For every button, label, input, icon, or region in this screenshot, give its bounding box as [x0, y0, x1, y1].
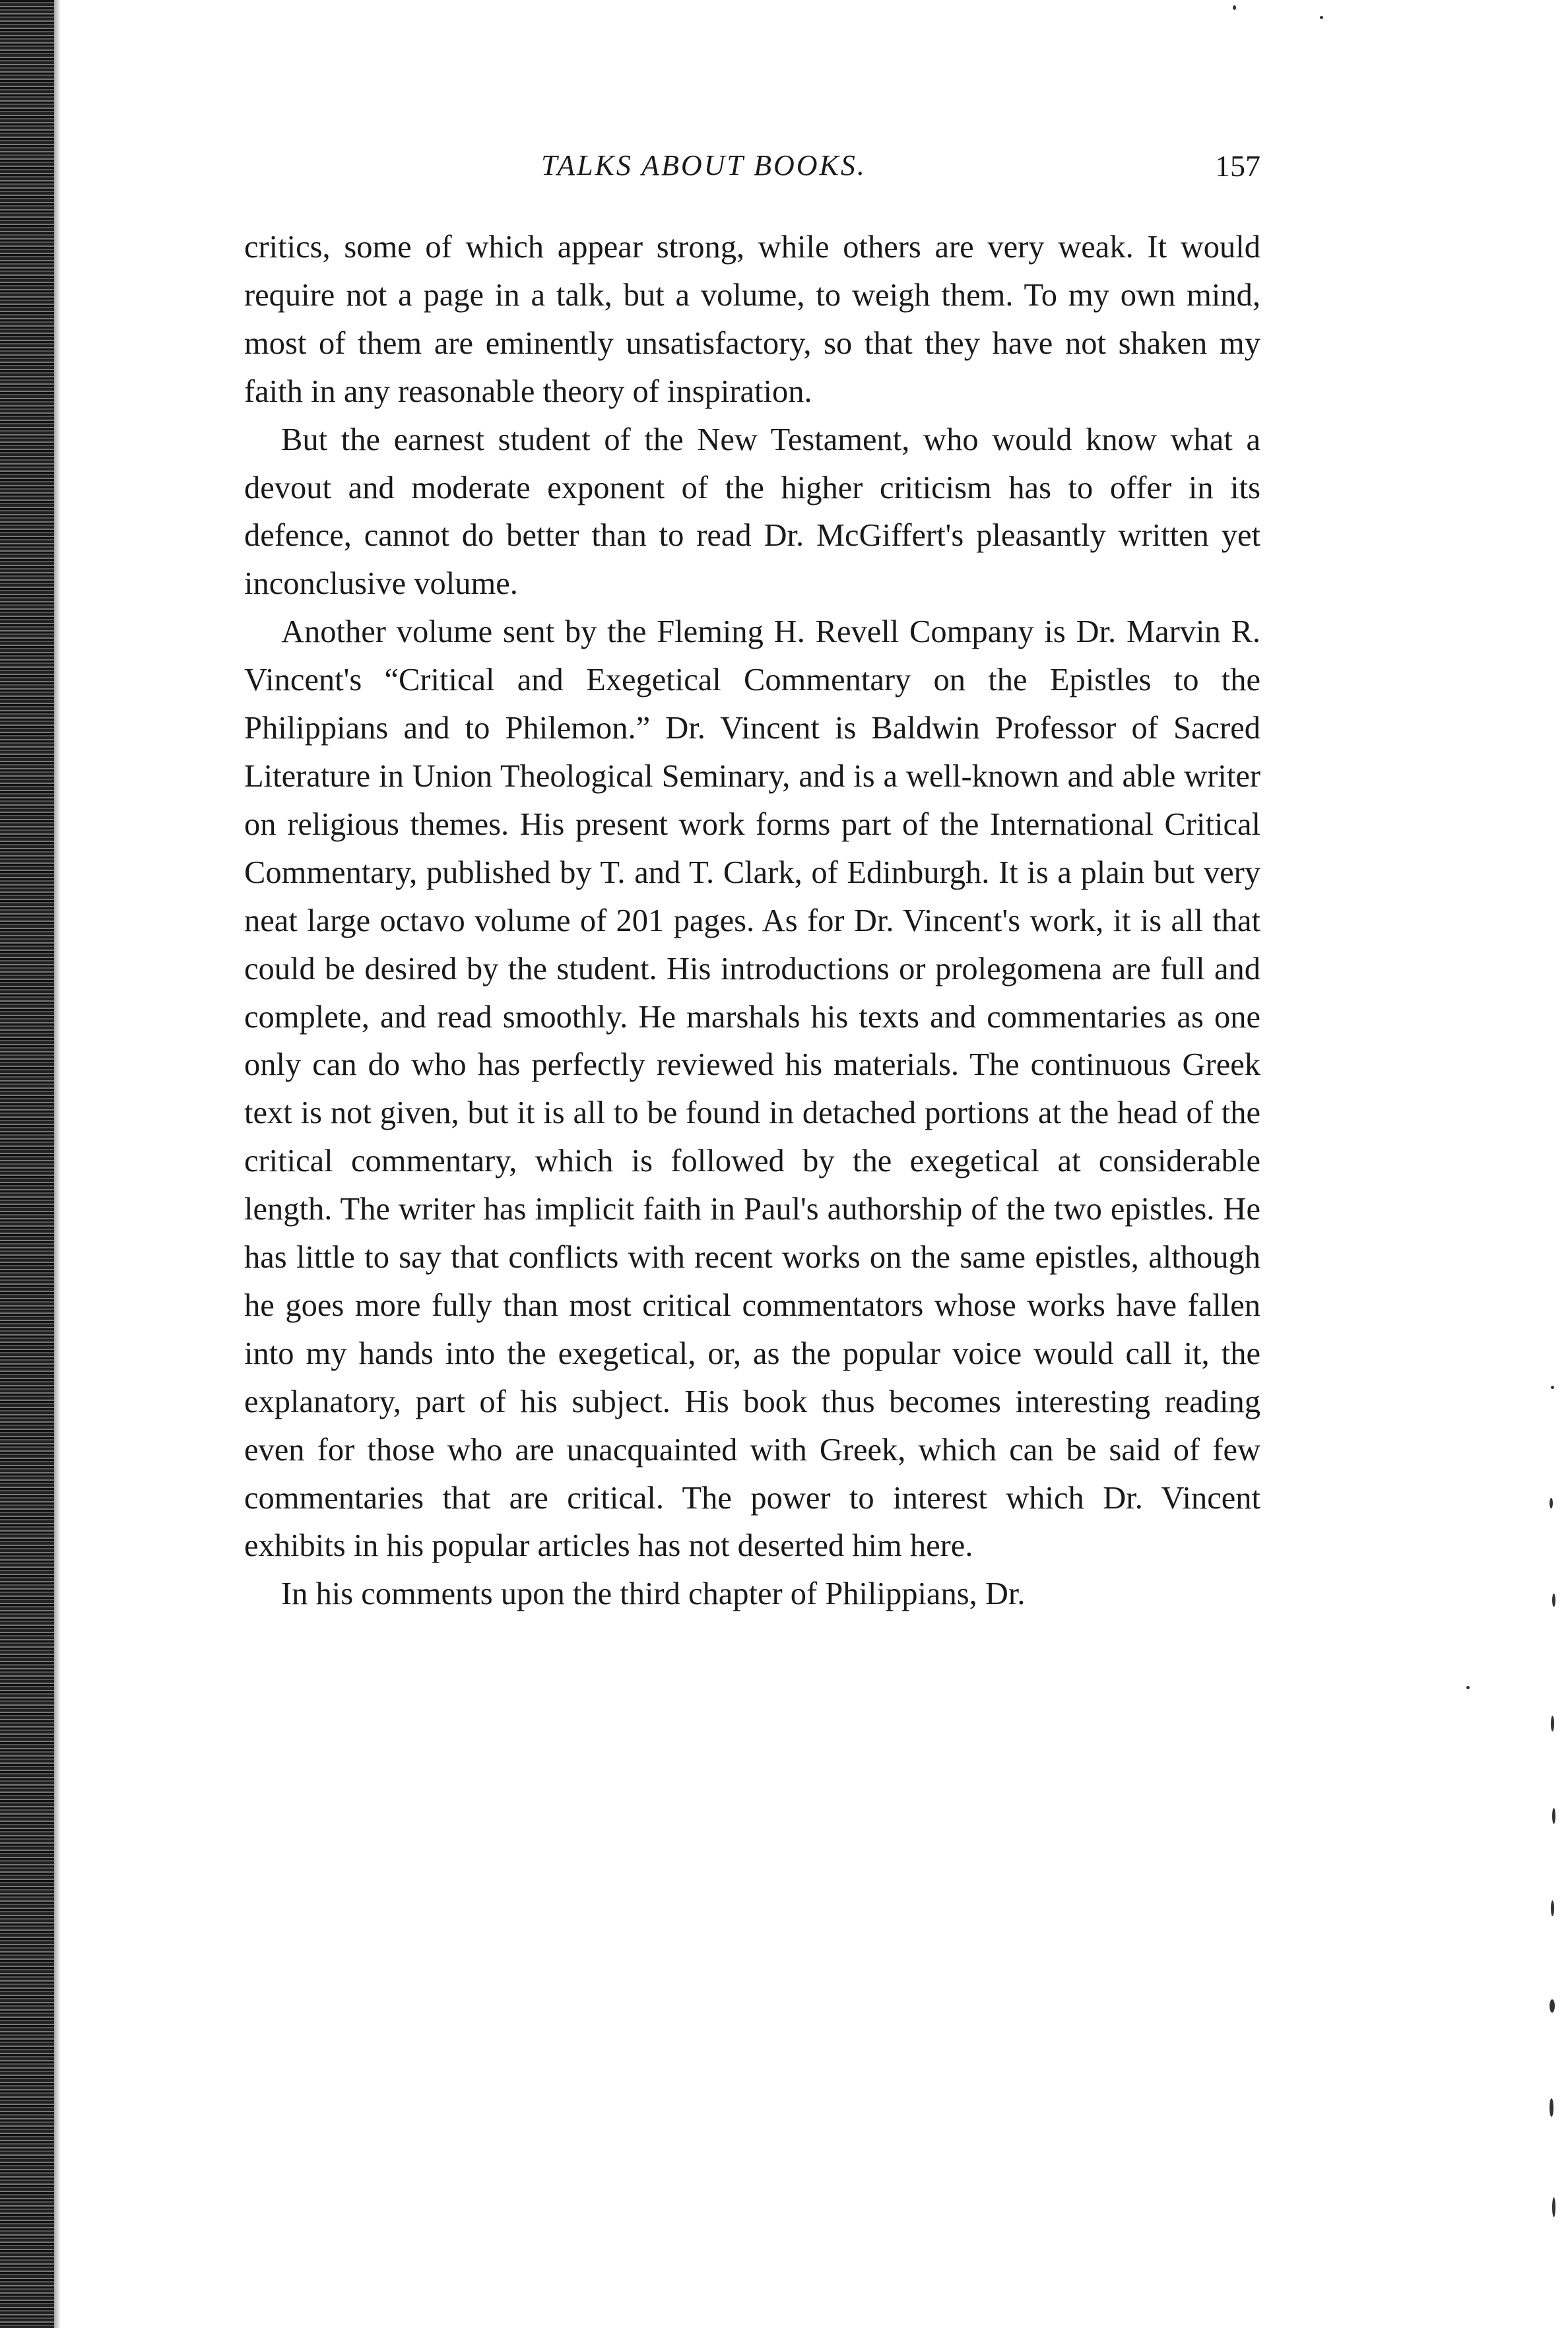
scan-speck [1552, 1808, 1555, 1824]
scan-speck [1550, 2098, 1553, 2117]
paragraph-mcgiffert: But the earnest student of the New Testament, who would know what a devout and moderate exponent of the higher criticism has to offer in its defence, cannot do better than to read Dr. McGiffert's pleasantly written yet inconclusive volume. [244, 422, 1260, 602]
scan-speck [1550, 1999, 1555, 2013]
paragraph-philippians-comments: In his comments upon the third chapter of Philippians, Dr. [281, 1576, 1026, 1612]
paragraph-continued: critics, some of which appear strong, while others are very weak. It would require not a page in a talk, but a volume, to weigh them. To my own mind, most of them are eminently unsatisfactory, so that they have not shaken my faith in any reasonable theory of inspiration. [244, 230, 1260, 409]
page-number: 157 [1215, 149, 1260, 183]
scan-speck [1551, 1900, 1554, 1916]
scan-speck [1320, 16, 1323, 19]
scan-speck [1233, 5, 1236, 10]
scan-speck [1466, 1686, 1470, 1689]
running-head [244, 148, 1260, 195]
paragraph-vincent-commentary: Another volume sent by the Fleming H. Revell Company is Dr. Marvin R. Vincent's “Critical and Exegetical Commentary on the Epistles to the Philippians and to Philemon.” Dr. Vincent is Baldwin Professor of Sacred Literature in Union Theological Seminary, and is a well-known and able writer on religious themes. His present work forms part of the International Critical Commentary, published by T. and T. Clark, of Edinburgh. It is a plain but very neat large octavo volume of 201 pages. As for Dr. Vincent's work, it is all that could be desired by the student. His introductions or prolegomena are full and complete, and read smoothly. He marshals his texts and commentaries as one only can do who has perfectly reviewed his materials. The continuous Greek text is not given, but it is all to be found in detached portions at the head of the critical commentary, which is followed by the exegetical at considerable length. The writer has implicit faith in Paul's authorship of the two epistles. He has little to say that conflicts with recent works on the same epistles, although he goes more fully than most critical commentators whose works have fallen into my hands into the exegetical, or, as the popular voice would call it, the explanatory, part of his subject. His book thus becomes interesting reading even for those who are unacquainted with Greek, which can be said of few commentaries that are critical. The power to interest which Dr. Vincent exhibits in his popular articles has not deserted him here. [244, 614, 1260, 1564]
scan-speck [1550, 1498, 1553, 1508]
body-text [244, 224, 1260, 1619]
book-page [244, 148, 1260, 1619]
running-head-title: TALKS ABOUT BOOKS. [541, 149, 866, 181]
book-binding-edge [0, 0, 54, 2328]
scan-speck [1552, 1594, 1555, 1607]
scan-speck [1552, 2197, 1555, 2217]
scan-speck [1551, 1386, 1554, 1389]
scan-speck [1551, 1716, 1554, 1731]
